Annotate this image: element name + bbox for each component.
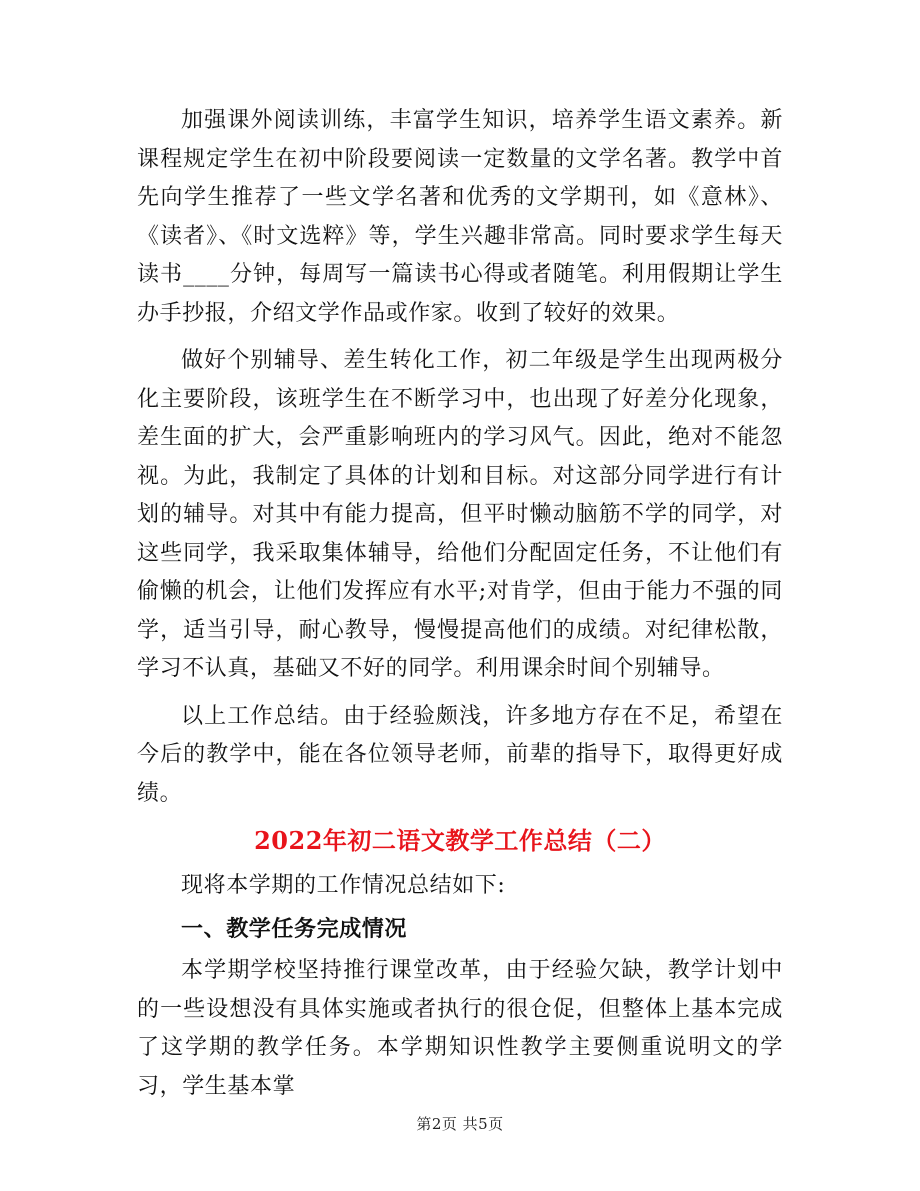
paragraph-reading-training: 加强课外阅读训练，丰富学生知识，培养学生语文素养。新课程规定学生在初中阶段要阅读一定数量的文学名著。教学中首先向学生推荐了一些文学名著和优秀的文学期刊，如《意林》、《读者》、《时文选粹》等，学生兴趣非常高。同时要求学生每天读书____分钟，每周写一篇读书心得或者随笔。利用假期让学生办手抄报，介绍文学作品或作家。收到了较好的效果。 bbox=[137, 108, 783, 326]
page-number: 第2页 共5页 bbox=[416, 1115, 504, 1133]
document-body bbox=[137, 102, 783, 1106]
paragraph-individual-tutoring: 做好个别辅导、差生转化工作，初二年级是学生出现两极分化主要阶段，该班学生在不断学习中，也出现了好差分化现象，差生面的扩大，会严重影响班内的学习风气。因此，绝对不能忽视。为此，我制定了具体的计划和目标。对这部分同学进行有计划的辅导。对其中有能力提高，但平时懒动脑筋不学的同学，对这些同学，我采取集体辅导，给他们分配固定任务，不让他们有偷懒的机会，让他们发挥应有水平;对肯学，但由于能力不强的同学，适当引导，耐心教导，慢慢提高他们的成绩。对纪律松散，学习不认真，基础又不好的同学。利用课余时间个别辅导。 bbox=[137, 348, 783, 681]
paragraph-teaching-tasks: 本学期学校坚持推行课堂改革，由于经验欠缺，教学计划中的一些设想没有具体实施或者执行的很仓促，但整体上基本完成了这学期的教学任务。本学期知识性教学主要侧重说明文的学习，学生基本掌 bbox=[137, 958, 783, 1099]
paragraph-intro: 现将本学期的工作情况总结如下: bbox=[181, 873, 506, 898]
section-heading: 2022年初二语文教学工作总结（二） bbox=[254, 826, 666, 855]
subsection-title: 一、教学任务完成情况 bbox=[181, 915, 408, 942]
paragraph-conclusion: 以上工作总结。由于经验颇浅，许多地方存在不足，希望在今后的教学中，能在各位领导老师，前辈的指导下，取得更好成绩。 bbox=[137, 703, 783, 806]
